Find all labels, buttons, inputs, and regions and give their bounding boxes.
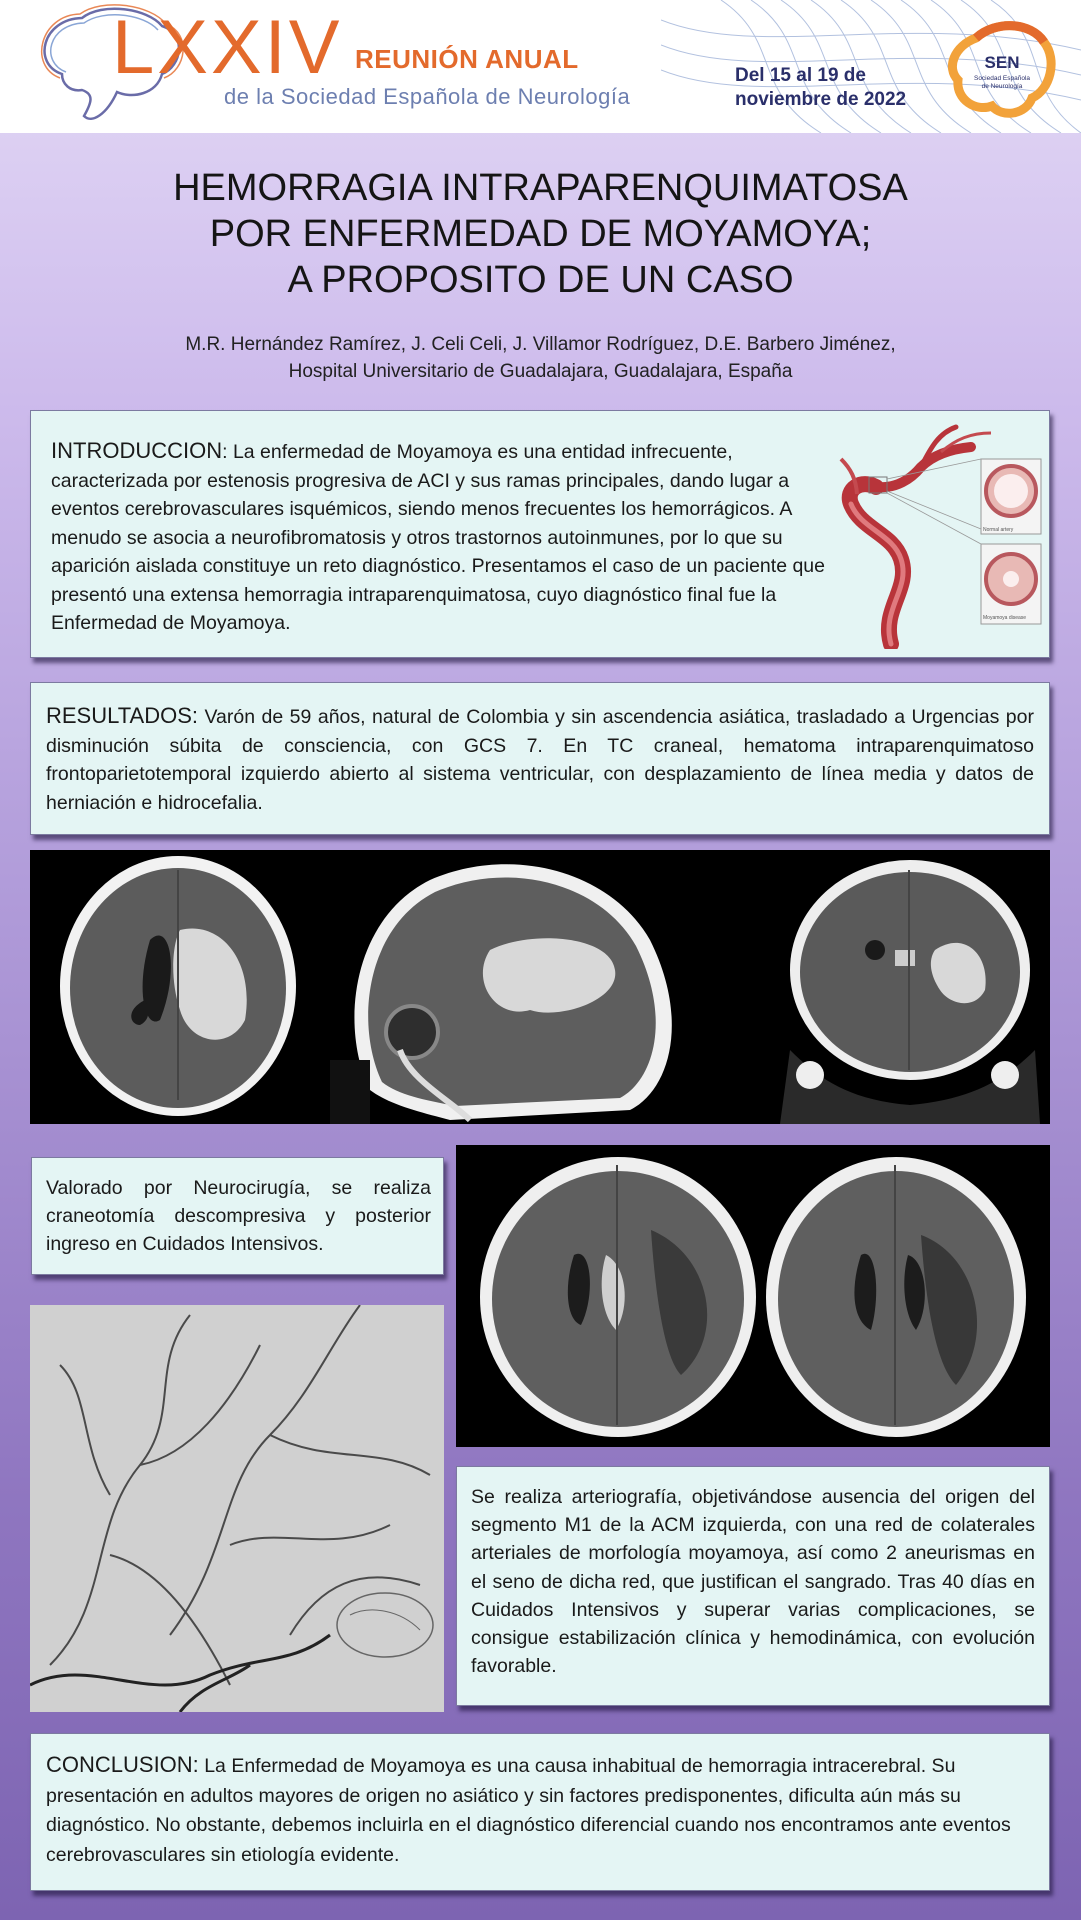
moyamoya-artery-illustration [821,419,1046,649]
neurosurgery-box [31,1157,444,1275]
society-name: de la Sociedad Española de Neurología [224,84,631,109]
introduction-body: : La enfermedad de Moyamoya es una entidad infrecuente, caracterizada por estenosis progresiva de ACI y sus ramas principales, dando lugar a eventos cerebrovasculares isquémicos, siendo menos frecuentes los hemorrágicos. A menudo se asocia a neurofibromatosis y otros trastornos autoinmunes, por lo que su aparición aislada constituye un reto diagnóstico. Presentamos el caso de un paciente que presentó una extensa hemorragia intraparenquimatosa, cuyo diagnóstico final fue la Enfermedad de Moyamoya. [51,441,825,634]
sen-logo [946,20,1056,120]
results-body: Varón de 59 años, natural de Colombia y sin ascendencia asiática, trasladado a Urgencias por disminución súbita de consciencia, con GCS 7. En TC craneal, hematoma intraparenquimatoso frontoparietotemporal izquierdo abierto al sistema ventricular, con desplazamiento de línea media y datos de herniación e hidrocefalia. [46,706,1034,814]
conclusion-text [46,1750,1034,1870]
edition-number: LXXIV [112,5,343,90]
title-line-2: POR ENFERMEDAD DE MOYAMOYA; [209,213,872,255]
cerebral-angiography-image [30,1305,444,1712]
neurosurgery-text: Valorado por Neurocirugía, se realiza craneotomía descompresiva y posterior ingreso en Cuidados Intensivos. [46,1177,431,1255]
ct-coronal-image [780,860,1040,1124]
authors-block [80,331,1001,385]
event-dates [735,64,906,112]
introduction-heading: INTRODUCCION [51,438,223,463]
ct-postop-image-2 [766,1157,1026,1437]
conclusion-heading: CONCLUSION: [46,1752,199,1777]
ct-scan-strip [30,850,1050,1124]
affiliation: Hospital Universitario de Guadalajara, Guadalajara, España [288,361,793,382]
results-box [30,682,1050,835]
arteriography-text: Se realiza arteriografía, objetivándose ausencia del origen del segmento M1 de la ACM izquierda, con una red de colaterales arteriales de morfología moyamoya, así como 2 aneurismas en el seno de dicha red, que justifican el sangrado. Tras 40 días en Cuidados Intensivos y superar varias complicaciones, se consigue estabilización clínica y hemodinámica, con evolución favorable. [471,1486,1035,1678]
title-line-1: HEMORRAGIA INTRAPARENQUIMATOSA [173,167,908,209]
poster-title [80,165,1001,303]
introduction-text [51,437,831,638]
sen-logo-text: SEN [984,53,1020,72]
results-text [46,702,1034,817]
dates-line-1: Del 15 al 19 de [735,65,866,86]
header-banner [0,0,1081,133]
sen-logo-subtext-1: Sociedad Española [973,75,1031,82]
event-name: REUNIÓN ANUAL [355,44,579,74]
sen-logo-subtext-2: de Neurología [981,83,1023,90]
label-normal-artery: Normal artery [983,527,1014,533]
post-craniotomy-ct-images [456,1145,1050,1447]
arteriography-box [456,1466,1050,1706]
label-moyamoya-disease: Moyamoya disease [983,615,1027,621]
author-names: M.R. Hernández Ramírez, J. Celi Celi, J. Villamor Rodríguez, D.E. Barbero Jiménez, [185,334,896,355]
ct-postop-image-1 [480,1157,756,1437]
dates-line-2: noviembre de 2022 [735,89,907,110]
ct-sagittal-image [330,864,672,1124]
ct-axial-image [60,856,296,1116]
conclusion-box [30,1733,1050,1891]
results-heading: RESULTADOS: [46,703,198,728]
title-line-3: A PROPOSITO DE UN CASO [287,259,794,301]
conclusion-body: La Enfermedad de Moyamoya es una causa inhabitual de hemorragia intracerebral. Su presentación en adultos mayores de origen no asiático y sin factores predisponentes, dificulta aún más su diagnóstico. No obstante, debemos incluirla en el diagnóstico diferencial cuando nos encontramos ante eventos cerebrovasculares sin etiología evidente. [46,1755,1011,1866]
introduction-box [30,410,1050,658]
